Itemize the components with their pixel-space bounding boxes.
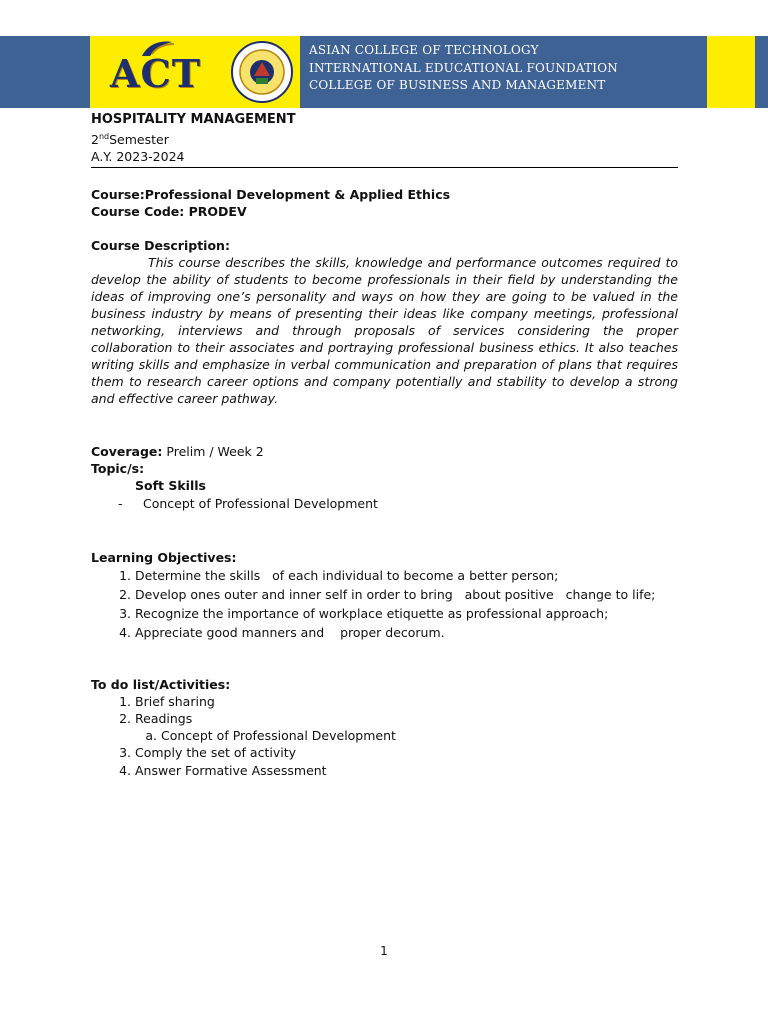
page-number: 1 xyxy=(380,944,388,958)
learning-objectives-list xyxy=(91,566,678,642)
logo-area xyxy=(90,36,300,108)
list-item: 3. Comply the set of activity xyxy=(135,744,678,762)
semester-suffix: nd xyxy=(98,132,110,141)
header-banner xyxy=(0,36,768,108)
coverage xyxy=(91,443,678,460)
institution-line-2: INTERNATIONAL EDUCATIONAL FOUNDATION xyxy=(309,60,618,75)
institution-line-1: ASIAN COLLEGE OF TECHNOLOGY xyxy=(309,43,539,57)
topic-heading: Soft Skills xyxy=(135,478,206,494)
activities-label: To do list/Activities: xyxy=(91,677,231,693)
course-description: This course describes the skills, knowledge and performance outcomes required to develop the ability of students to become professionals in their field by understanding the ideas of improving one’s personality and ways on how they are going to be valued in the business industry by means of presenting their ideas like company meetings, professional networking, interviews and through proposals of services considering the proper collaboration to their associates and portraying professional business ethics. It also teaches writing skills and emphasize in verbal communication and preparation of plans that requires them to research career options and company potentially and stability to develop a strong and effective career pathway. xyxy=(91,255,678,407)
list-item: 1. Determine the skills of each individual to become a better person; xyxy=(135,566,678,585)
list-item xyxy=(118,494,678,513)
document-body xyxy=(91,111,678,780)
list-item: 4. Appreciate good manners and proper decorum. xyxy=(135,623,678,642)
coverage-value: Prelim / Week 2 xyxy=(162,444,264,460)
list-item xyxy=(135,710,678,744)
dash-bullet: - xyxy=(118,496,123,512)
readings-label: Readings xyxy=(135,711,193,727)
accent-strip xyxy=(707,36,755,108)
list-item: 4. Answer Formative Assessment xyxy=(135,762,678,780)
course-description-label: Course Description: xyxy=(91,238,230,254)
college-seal-icon xyxy=(230,40,294,104)
institution-name xyxy=(309,42,618,95)
act-logo-text: ACT xyxy=(110,51,202,96)
semester-number: 2 xyxy=(91,132,99,148)
topic-item: Concept of Professional Development xyxy=(143,496,378,512)
academic-year: A.Y. 2023-2024 xyxy=(91,149,185,165)
coverage-label: Coverage: xyxy=(91,444,163,460)
course-code: Course Code: PRODEV xyxy=(91,204,247,220)
list-item: 1. Brief sharing xyxy=(135,693,678,710)
semester-word: Semester xyxy=(109,132,169,148)
list-item: 3. Recognize the importance of workplace etiquette as professional approach; xyxy=(135,604,678,623)
list-item: a. Concept of Professional Development xyxy=(161,727,678,744)
course-title: Course:Professional Development & Applied Ethics xyxy=(91,187,451,203)
topic-list xyxy=(91,494,678,513)
list-item: 2. Develop ones outer and inner self in order to bring about positive change to life; xyxy=(135,585,678,604)
institution-line-3: COLLEGE OF BUSINESS AND MANAGEMENT xyxy=(309,78,606,92)
activities-list xyxy=(91,693,678,780)
topics-label: Topic/s: xyxy=(91,461,145,477)
learning-objectives-label: Learning Objectives: xyxy=(91,550,237,566)
program-title: HOSPITALITY MANAGEMENT xyxy=(91,112,296,127)
semester xyxy=(91,128,678,148)
readings-sublist xyxy=(135,727,678,744)
